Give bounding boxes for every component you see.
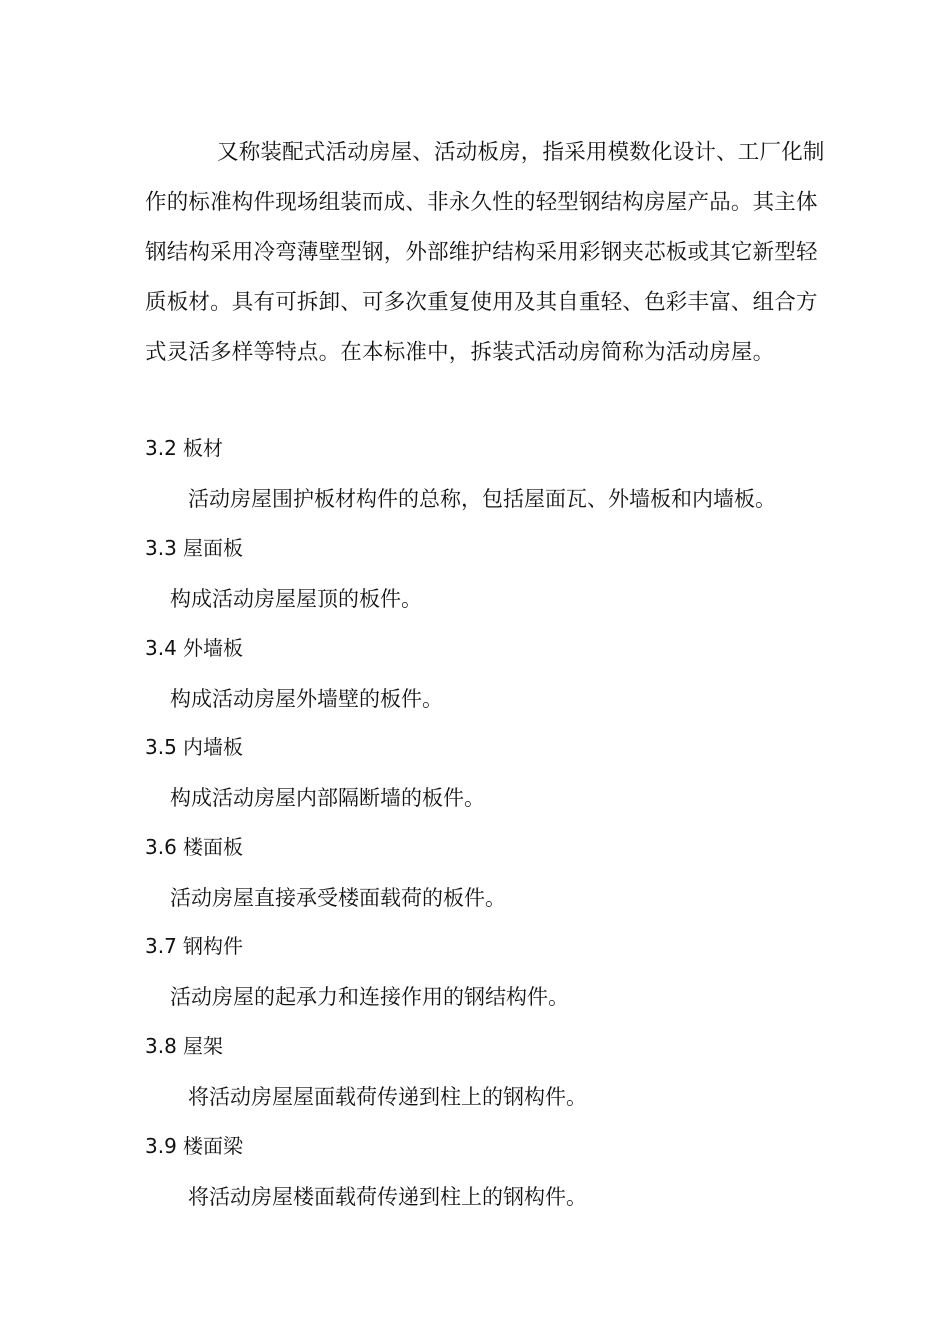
section-heading <box>145 1131 243 1161</box>
section-heading <box>145 1031 223 1061</box>
section-term: 楼面梁 <box>183 1134 243 1158</box>
section-definition: 活动房屋围护板材构件的总称，包括屋面瓦、外墙板和内墙板。 <box>188 487 776 511</box>
section-number: 3.9 <box>145 1134 177 1158</box>
section-definition: 将活动房屋屋面载荷传递到柱上的钢构件。 <box>188 1085 587 1109</box>
section-term: 屋架 <box>183 1034 223 1058</box>
section-definition: 构成活动房屋屋顶的板件。 <box>170 587 422 611</box>
section-heading <box>145 832 243 862</box>
section-term: 钢构件 <box>183 934 243 958</box>
section-number: 3.2 <box>145 436 177 460</box>
section-heading <box>145 433 223 463</box>
section-definition: 活动房屋直接承受楼面载荷的板件。 <box>170 886 506 910</box>
section-heading <box>145 931 243 961</box>
section-heading <box>145 633 243 663</box>
section-number: 3.3 <box>145 536 177 560</box>
section-definition: 构成活动房屋内部隔断墙的板件。 <box>170 786 485 810</box>
section-heading <box>145 533 243 563</box>
section-definition: 将活动房屋楼面载荷传递到柱上的钢构件。 <box>188 1185 587 1209</box>
section-term: 外墙板 <box>183 636 243 660</box>
section-number: 3.7 <box>145 934 177 958</box>
section-term: 板材 <box>183 436 223 460</box>
section-heading <box>145 732 243 762</box>
intro-paragraph: 又称装配式活动房屋、活动板房，指采用模数化设计、工厂化制作的标准构件现场组装而成、非永久性的轻型钢结构房屋产品。其主体钢结构采用冷弯薄壁型钢，外部维护结构采用彩钢夹芯板或其它新型轻质板材。具有可拆卸、可多次重复使用及其自重轻、色彩丰富、组合方式灵活多样等特点。在本标准中，拆装式活动房简称为活动房屋。 <box>145 140 825 365</box>
section-number: 3.6 <box>145 835 177 859</box>
section-number: 3.8 <box>145 1034 177 1058</box>
section-definition: 活动房屋的起承力和连接作用的钢结构件。 <box>170 985 569 1009</box>
section-term: 内墙板 <box>183 735 243 759</box>
section-term: 屋面板 <box>183 536 243 560</box>
section-definition: 构成活动房屋外墙壁的板件。 <box>170 687 443 711</box>
section-number: 3.5 <box>145 735 177 759</box>
section-number: 3.4 <box>145 636 177 660</box>
section-term: 楼面板 <box>183 835 243 859</box>
